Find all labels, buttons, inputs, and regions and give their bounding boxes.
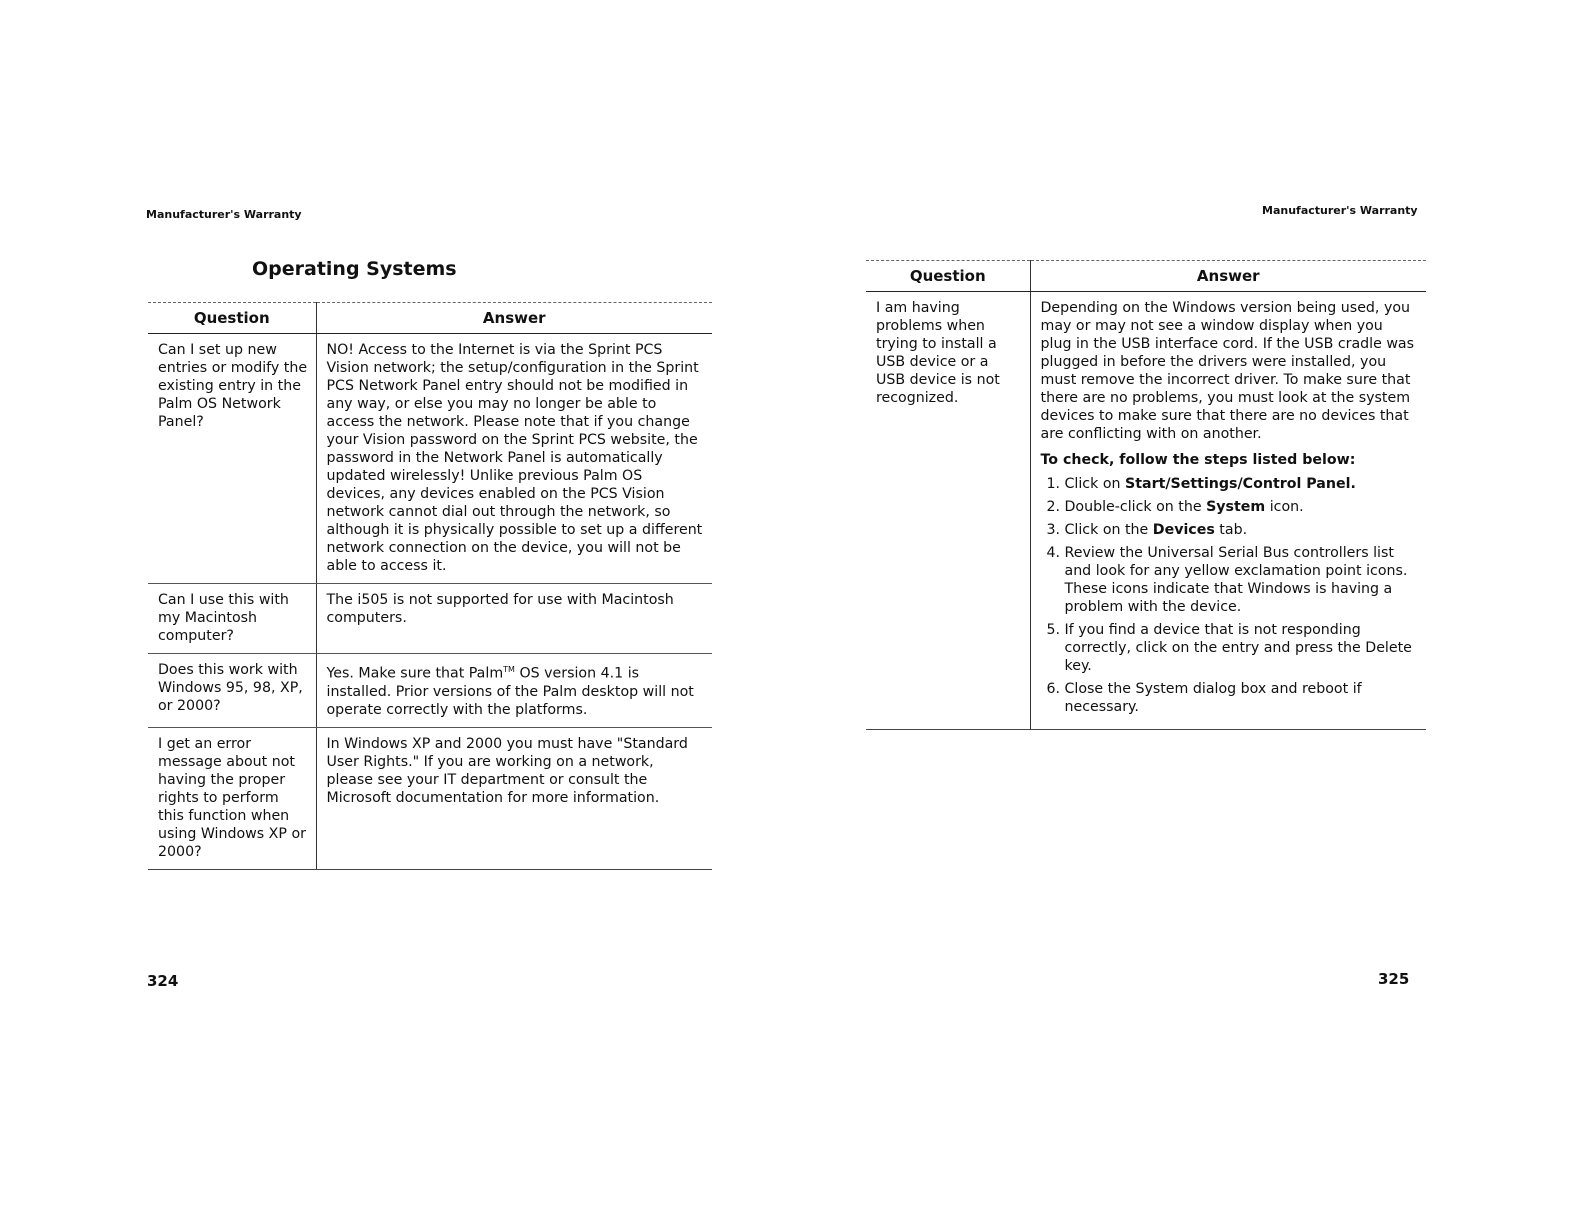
table-row xyxy=(148,654,712,728)
section-title: Operating Systems xyxy=(252,258,457,280)
page-number-right: 325 xyxy=(1378,970,1410,988)
answer-cell: The i505 is not supported for use with Macintosh computers. xyxy=(316,584,712,654)
step-text: tab. xyxy=(1214,522,1248,538)
question-cell: Can I use this with my Macintosh computer? xyxy=(148,584,316,654)
step-bold: Devices xyxy=(1152,522,1215,538)
question-cell: I am having problems when trying to install a USB device or a USB device is not recognized. xyxy=(866,292,1030,730)
table-row xyxy=(866,292,1426,730)
answer-cell: In Windows XP and 2000 you must have "Standard User Rights." If you are working on a network, please see your IT department or consult the Microsoft documentation for more information. xyxy=(316,727,712,869)
question-cell: I get an error message about not having the proper rights to perform this function when using Windows XP or 2000? xyxy=(148,727,316,869)
table-row xyxy=(148,727,712,869)
table-header-row xyxy=(866,261,1426,292)
answer-cell xyxy=(1030,292,1426,730)
answer-text-pre: Yes. Make sure that Palm xyxy=(326,665,504,682)
faq-table-right xyxy=(866,260,1426,730)
step-text: Double-click on the xyxy=(1064,499,1207,515)
step-bold: System xyxy=(1206,499,1266,515)
page-number-left: 324 xyxy=(147,972,179,990)
step-item: 4. Review the Universal Serial Bus controllers list and look for any yellow exclamation point icons. These icons indicate that Windows is having a problem with the device. xyxy=(1065,544,1419,616)
question-header: Question xyxy=(148,303,316,334)
trademark-sup: TM xyxy=(503,665,515,674)
step-item: 5. If you find a device that is not responding correctly, click on the entry and press the Delete key. xyxy=(1065,621,1419,675)
step-item xyxy=(1065,498,1419,516)
table-header-row xyxy=(148,303,712,334)
step-item xyxy=(1065,521,1419,539)
question-cell: Can I set up new entries or modify the existing entry in the Palm OS Network Panel? xyxy=(148,334,316,584)
running-head-right: Manufacturer's Warranty xyxy=(1262,204,1418,217)
step-bold: Start/Settings/Control Panel. xyxy=(1125,476,1356,492)
step-text: Click on xyxy=(1064,476,1125,492)
answer-text-post: OS version 4.1 is installed. Prior versions of the Palm desktop will not operate correctly with the platforms. xyxy=(326,665,694,718)
step-item xyxy=(1065,475,1419,493)
answer-cell: NO! Access to the Internet is via the Sprint PCS Vision network; the setup/configuration in the Sprint PCS Network Panel entry should not be modified in any way, or else you may no longer be able to access the network. Please note that if you change your Vision password on the Sprint PCS website, the password in the Network Panel is automatically updated wirelessly! Unlike previous Palm OS devices, any devices enabled on the PCS Vision network cannot dial out through the network, so although it is physically possible to set up a different network connection on the device, you will not be able to access it. xyxy=(316,334,712,584)
check-heading: To check, follow the steps listed below: xyxy=(1040,452,1356,468)
answer-header: Answer xyxy=(316,303,712,334)
answer-cell xyxy=(316,654,712,728)
step-item: 6. Close the System dialog box and reboot if necessary. xyxy=(1065,680,1419,716)
step-text: icon. xyxy=(1265,499,1304,515)
answer-intro: Depending on the Windows version being used, you may or may not see a window display when you plug in the USB interface cord. If the USB cradle was plugged in before the drivers were installed, you must remove the incorrect driver. To make sure that there are no problems, you must look at the system devices to make sure that there are no devices that are conflicting with on another. xyxy=(1040,300,1415,442)
running-head-left: Manufacturer's Warranty xyxy=(146,208,302,221)
faq-table-left xyxy=(148,302,712,870)
steps-list xyxy=(1041,475,1419,716)
table-row xyxy=(148,334,712,584)
question-cell: Does this work with Windows 95, 98, XP, or 2000? xyxy=(148,654,316,728)
answer-header: Answer xyxy=(1030,261,1426,292)
step-text: Click on the xyxy=(1064,522,1153,538)
question-header: Question xyxy=(866,261,1030,292)
table-row xyxy=(148,584,712,654)
